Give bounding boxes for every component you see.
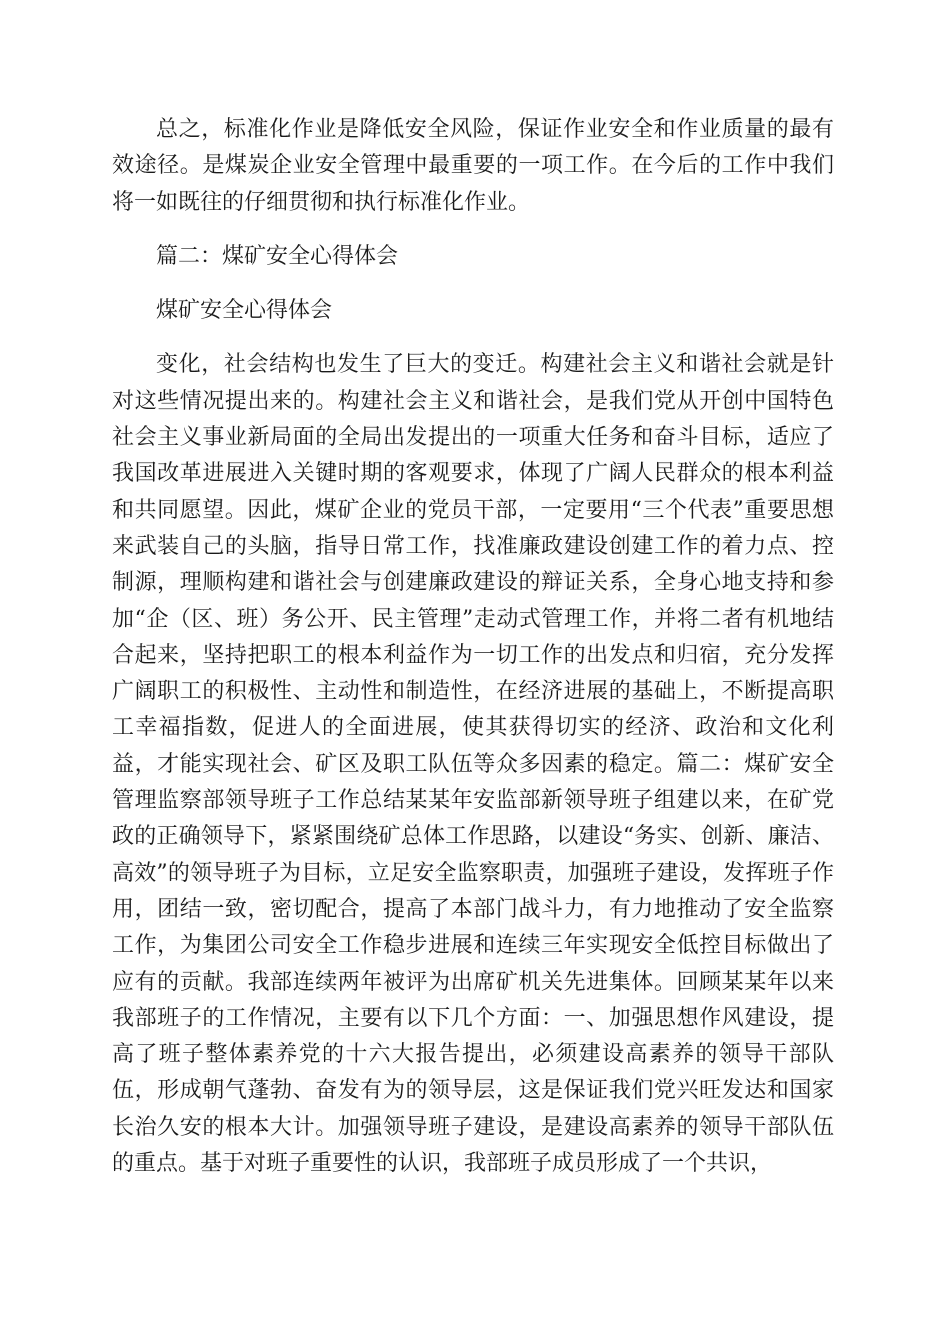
- paragraph-body: 变化，社会结构也发生了巨大的变迁。构建社会主义和谐社会就是针对这些情况提出来的。构建社会主义和谐社会，是我们党从开创中国特色社会主义事业新局面的全局出发提出的一项重大任务和奋斗目标，适应了我国改革进展进入关键时期的客观要求，体现了广阔人民群众的根本利益和共同愿望。因此，煤矿企业的党员干部，一定要用“三个代表”重要思想来武装自己的头脑，指导日常工作，找准廉政建设创建工作的着力点、控制源，理顺构建和谐社会与创建廉政建设的辩证关系，全身心地支持和参加“企（区、班）务公开、民主管理”走动式管理工作，并将二者有机地结合起来，坚持把职工的根本利益作为一切工作的出发点和归宿，充分发挥广阔职工的积极性、主动性和制造性，在经济进展的基础上，不断提高职工幸福指数，促进人的全面进展，使其获得切实的经济、政治和文化利益，才能实现社会、矿区及职工队伍等众多因素的稳定。篇二：煤矿安全管理监察部领导班子工作总结某某年安监部新领导班子组建以来，在矿党政的正确领导下，紧紧围绕矿总体工作思路，以建设“务实、创新、廉洁、高效”的领导班子为目标，立足安全监察职责，加强班子建设，发挥班子作用，团结一致，密切配合，提高了本部门战斗力，有力地推动了安全监察工作，为集团公司安全工作稳步进展和连续三年实现安全低控目标做出了应有的贡献。我部连续两年被评为出席矿机关先进集体。回顾某某年以来我部班子的工作情况，主要有以下几个方面：一、加强思想作风建设，提高了班子整体素养党的十六大报告提出，必须建设高素养的领导干部队伍，形成朝气蓬勃、奋发有为的领导层，这是保证我们党兴旺发达和国家长治久安的根本大计。加强领导班子建设，是建设高素养的领导干部队伍的重点。基于对班子重要性的认识，我部班子成员形成了一个共识，: [112, 352, 834, 1177]
- article-title: 煤矿安全心得体会: [156, 298, 333, 324]
- section-heading: 篇二：煤矿安全心得体会: [156, 243, 399, 269]
- paragraph-conclusion: 总之，标准化作业是降低安全风险，保证作业安全和作业质量的最有效途径。是煤炭企业安全管理中最重要的一项工作。在今后的工作中我们将一如既往的仔细贯彻和执行标准化作业。: [112, 117, 834, 215]
- document-page: [112, 112, 834, 1182]
